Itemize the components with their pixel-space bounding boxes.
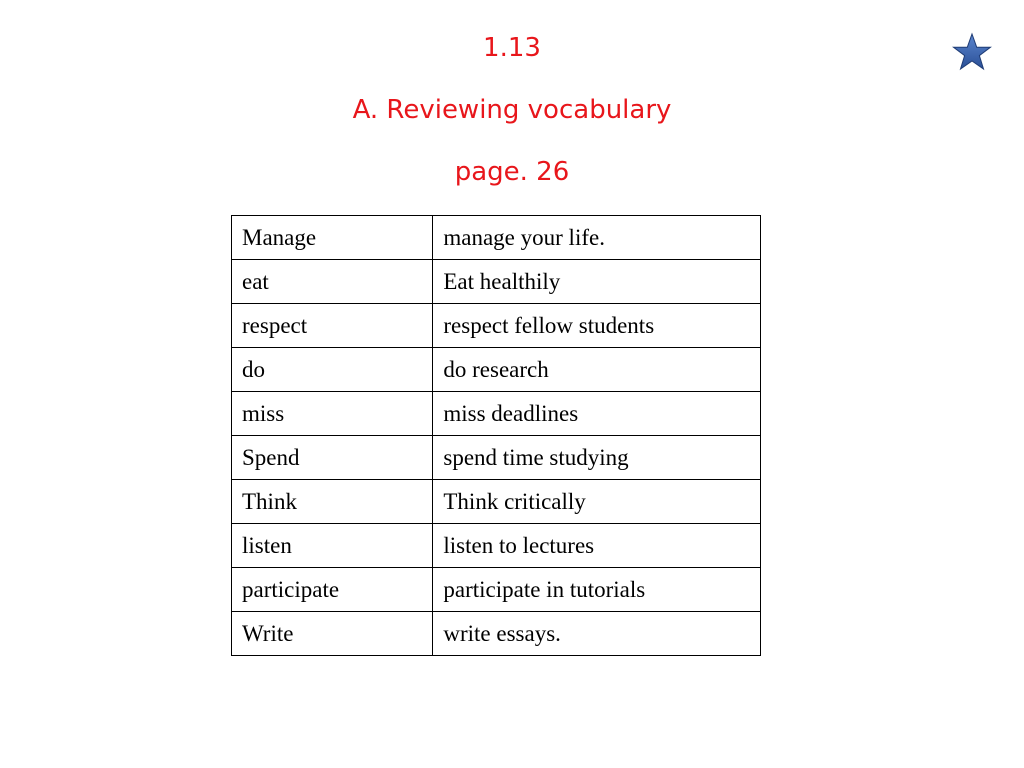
- word-cell: respect: [232, 304, 433, 348]
- phrase-cell: listen to lectures: [433, 524, 761, 568]
- table-row: [232, 260, 761, 304]
- table-row: [232, 568, 761, 612]
- word-cell: participate: [232, 568, 433, 612]
- phrase-cell: manage your life.: [433, 216, 761, 260]
- phrase-cell: Think critically: [433, 480, 761, 524]
- table-row: [232, 612, 761, 656]
- phrase-cell: spend time studying: [433, 436, 761, 480]
- word-cell: miss: [232, 392, 433, 436]
- table-row: [232, 348, 761, 392]
- vocabulary-table: [231, 215, 761, 656]
- star-icon[interactable]: [952, 32, 992, 72]
- phrase-cell: do research: [433, 348, 761, 392]
- phrase-cell: participate in tutorials: [433, 568, 761, 612]
- lesson-number: 1.13: [483, 33, 541, 63]
- word-cell: Write: [232, 612, 433, 656]
- table-row: [232, 392, 761, 436]
- phrase-cell: miss deadlines: [433, 392, 761, 436]
- word-cell: Spend: [232, 436, 433, 480]
- word-cell: Think: [232, 480, 433, 524]
- word-cell: Manage: [232, 216, 433, 260]
- table-row: [232, 304, 761, 348]
- section-title: A. Reviewing vocabulary: [352, 95, 672, 125]
- phrase-cell: Eat healthily: [433, 260, 761, 304]
- table-row: [232, 480, 761, 524]
- phrase-cell: write essays.: [433, 612, 761, 656]
- table-row: [232, 216, 761, 260]
- table-row: [232, 436, 761, 480]
- phrase-cell: respect fellow students: [433, 304, 761, 348]
- word-cell: listen: [232, 524, 433, 568]
- table-row: [232, 524, 761, 568]
- page-reference: page. 26: [454, 157, 570, 187]
- word-cell: do: [232, 348, 433, 392]
- word-cell: eat: [232, 260, 433, 304]
